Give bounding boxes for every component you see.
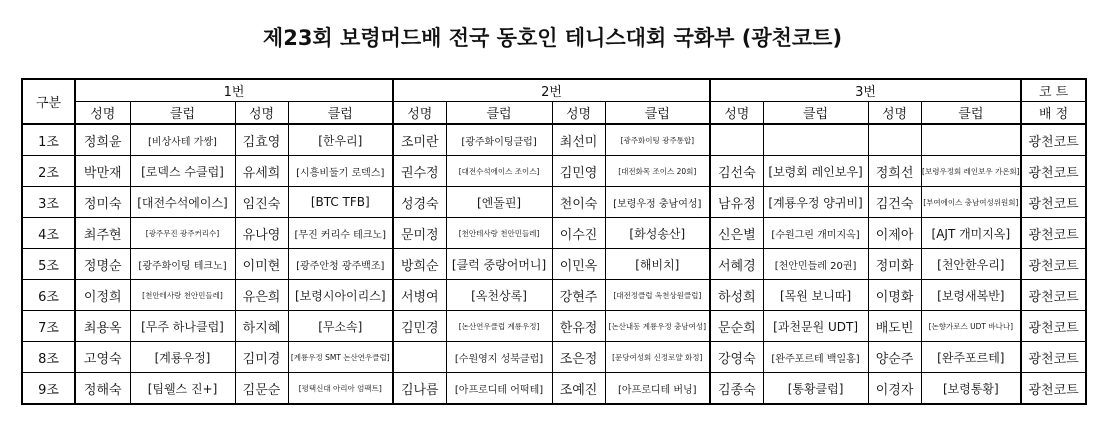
player-name: 최선미	[552, 124, 605, 156]
player-club: [수원그린 개미지옥]	[763, 218, 868, 249]
header-club: 클럽	[763, 102, 868, 125]
player-name: 최주현	[75, 218, 130, 249]
player-name: 정해숙	[75, 373, 130, 405]
player-name: 이수진	[552, 218, 605, 249]
header-slot-1: 1번	[75, 79, 393, 102]
player-club: [한우리]	[288, 124, 393, 156]
player-name: 강현주	[552, 280, 605, 311]
header-slot-2: 2번	[393, 79, 710, 102]
court-cell: 광천코트	[1021, 311, 1086, 342]
player-name: 김선숙	[710, 156, 763, 187]
bracket-table	[21, 78, 1087, 405]
player-club: [보령우정회 레인보우 가온회]	[921, 156, 1021, 187]
player-name: 최용옥	[75, 311, 130, 342]
player-name: 하지혜	[235, 311, 288, 342]
header-club: 클럽	[130, 102, 235, 125]
header-name: 성명	[75, 102, 130, 125]
group-cell: 7조	[22, 311, 75, 342]
court-cell: 광천코트	[1021, 218, 1086, 249]
player-club: [AJT 개미지옥]	[921, 218, 1021, 249]
header-name: 성명	[552, 102, 605, 125]
player-club: [아프로디테 어떡테]	[446, 373, 552, 405]
player-club: [광주화이팅 테크노]	[130, 249, 235, 280]
player-name: 신은별	[710, 218, 763, 249]
player-club: [문당여성회 신정로얄 화정]	[605, 342, 710, 373]
table-row	[22, 280, 1086, 311]
player-name: 서병여	[393, 280, 446, 311]
player-club: [천안테사랑 천안민들레]	[130, 280, 235, 311]
player-name: 천이숙	[552, 187, 605, 218]
player-club: [무진 커리수 테크노]	[288, 218, 393, 249]
player-club: [완주포르테 백일홍]	[763, 342, 868, 373]
player-name	[868, 124, 921, 156]
player-club: [광주무진 광주커리수]	[130, 218, 235, 249]
player-name: 한유정	[552, 311, 605, 342]
player-club: [천안테사랑 천안민들레]	[446, 218, 552, 249]
header-name: 성명	[393, 102, 446, 125]
player-name: 양순주	[868, 342, 921, 373]
group-cell: 2조	[22, 156, 75, 187]
group-cell: 5조	[22, 249, 75, 280]
player-club: [해비치]	[605, 249, 710, 280]
player-club: [평택신대 아리아 엄팩트]	[288, 373, 393, 405]
table-row	[22, 373, 1086, 405]
header-name: 성명	[868, 102, 921, 125]
court-cell: 광천코트	[1021, 280, 1086, 311]
player-club	[921, 124, 1021, 156]
player-club: [과천문원 UDT]	[763, 311, 868, 342]
court-cell: 광천코트	[1021, 187, 1086, 218]
header-name: 성명	[710, 102, 763, 125]
player-name: 김효영	[235, 124, 288, 156]
player-name: 문미정	[393, 218, 446, 249]
group-cell: 3조	[22, 187, 75, 218]
player-club: [통황클럽]	[763, 373, 868, 405]
table-row	[22, 156, 1086, 187]
player-name: 정미화	[868, 249, 921, 280]
player-club: [천안한우리]	[921, 249, 1021, 280]
player-club: [대전화목 조이스 20회]	[605, 156, 710, 187]
header-club: 클럽	[288, 102, 393, 125]
player-club: [부여에이스 충남여성위원회]	[921, 187, 1021, 218]
page-title: 제23회 보령머드배 전국 동호인 테니스대회 국화부 (광천코트)	[262, 26, 843, 50]
header-club: 클럽	[605, 102, 710, 125]
player-name: 고영숙	[75, 342, 130, 373]
player-name: 유나영	[235, 218, 288, 249]
player-club: [화성송산]	[605, 218, 710, 249]
player-name: 이민옥	[552, 249, 605, 280]
player-club: [보령통황]	[921, 373, 1021, 405]
player-club: [천안민들레 20권]	[763, 249, 868, 280]
player-club: [대전정클럽 옥천상원클럽]	[605, 280, 710, 311]
player-club	[763, 124, 868, 156]
player-name: 이제아	[868, 218, 921, 249]
player-name: 정희윤	[75, 124, 130, 156]
player-name: 김나름	[393, 373, 446, 405]
player-club: [아프로디테 버닝]	[605, 373, 710, 405]
player-name: 임진숙	[235, 187, 288, 218]
table-row	[22, 311, 1086, 342]
player-name: 유세희	[235, 156, 288, 187]
player-name: 정희선	[868, 156, 921, 187]
player-club: [논향가로스 UDT 바나나]	[921, 311, 1021, 342]
player-club: [무소속]	[288, 311, 393, 342]
group-cell: 8조	[22, 342, 75, 373]
player-club: [광주안청 광주백조]	[288, 249, 393, 280]
player-club: [BTC TFB]	[288, 187, 393, 218]
player-name: 이미현	[235, 249, 288, 280]
header-group: 구분	[22, 79, 75, 124]
player-club: [대전수석에이스 조이스]	[446, 156, 552, 187]
player-name: 김종숙	[710, 373, 763, 405]
player-club: [비상사테 가쌍]	[130, 124, 235, 156]
court-cell: 광천코트	[1021, 342, 1086, 373]
player-club: [보령시아이리스]	[288, 280, 393, 311]
player-name: 조예진	[552, 373, 605, 405]
player-name: 정미숙	[75, 187, 130, 218]
player-name: 이정희	[75, 280, 130, 311]
header-club: 클럽	[446, 102, 552, 125]
group-cell: 9조	[22, 373, 75, 405]
player-club: [논산연우클럽 계룡우정]	[446, 311, 552, 342]
player-name: 박만재	[75, 156, 130, 187]
header-court-top: 코 트	[1021, 79, 1086, 102]
player-name: 유은희	[235, 280, 288, 311]
player-club: [클럭 중랑어머니]	[446, 249, 552, 280]
player-club: [시흥비둘기 로덱스]	[288, 156, 393, 187]
player-name: 김문순	[235, 373, 288, 405]
player-name	[710, 124, 763, 156]
court-cell: 광천코트	[1021, 249, 1086, 280]
player-club: [보령새복반]	[921, 280, 1021, 311]
player-club: [대전수석에이스]	[130, 187, 235, 218]
player-club: [무주 하나클럽]	[130, 311, 235, 342]
group-cell: 6조	[22, 280, 75, 311]
player-name: 김민경	[393, 311, 446, 342]
player-name: 김건숙	[868, 187, 921, 218]
player-club: [팀웰스 진+]	[130, 373, 235, 405]
player-name: 강영숙	[710, 342, 763, 373]
court-cell: 광천코트	[1021, 373, 1086, 405]
player-name: 권수정	[393, 156, 446, 187]
player-name: 문순희	[710, 311, 763, 342]
player-name: 배도빈	[868, 311, 921, 342]
player-name: 이명화	[868, 280, 921, 311]
player-club: [보령우정 충남여성]	[605, 187, 710, 218]
player-club: [목원 보니따]	[763, 280, 868, 311]
player-club: [보령회 레인보우]	[763, 156, 868, 187]
player-club: [엔돌핀]	[446, 187, 552, 218]
player-name: 하성희	[710, 280, 763, 311]
header-slot-3: 3번	[710, 79, 1021, 102]
player-name	[393, 342, 446, 373]
player-name: 조은정	[552, 342, 605, 373]
header-court-bottom: 배 정	[1021, 102, 1086, 125]
group-cell: 1조	[22, 124, 75, 156]
player-name: 김미경	[235, 342, 288, 373]
player-name: 정명순	[75, 249, 130, 280]
player-club: [계룡우정]	[130, 342, 235, 373]
table-row	[22, 342, 1086, 373]
player-club: [논산내동 계룡우정 충남여성]	[605, 311, 710, 342]
player-club: [로덱스 수클럽]	[130, 156, 235, 187]
header-row-top	[22, 79, 1086, 102]
header-club: 클럽	[921, 102, 1021, 125]
table-body	[22, 124, 1086, 404]
court-cell: 광천코트	[1021, 156, 1086, 187]
player-name: 방희순	[393, 249, 446, 280]
table-row	[22, 187, 1086, 218]
table-row	[22, 218, 1086, 249]
player-club: [옥천상록]	[446, 280, 552, 311]
player-club: [광주화이팅 광주통합]	[605, 124, 710, 156]
table-row	[22, 249, 1086, 280]
player-name: 김민영	[552, 156, 605, 187]
player-name: 남유정	[710, 187, 763, 218]
player-name: 서혜경	[710, 249, 763, 280]
player-club: [수원영지 성북클럽]	[446, 342, 552, 373]
player-name: 이경자	[868, 373, 921, 405]
player-club: [계룡우정 SMT 논산연우클럽]	[288, 342, 393, 373]
header-name: 성명	[235, 102, 288, 125]
player-club: [완주포르테]	[921, 342, 1021, 373]
table-row	[22, 124, 1086, 156]
player-name: 조미란	[393, 124, 446, 156]
group-cell: 4조	[22, 218, 75, 249]
player-club: [광주화이팅클럽]	[446, 124, 552, 156]
header-row-bottom	[22, 102, 1086, 125]
court-cell: 광천코트	[1021, 124, 1086, 156]
player-name: 성경숙	[393, 187, 446, 218]
player-club: [계룡우정 양귀비]	[763, 187, 868, 218]
